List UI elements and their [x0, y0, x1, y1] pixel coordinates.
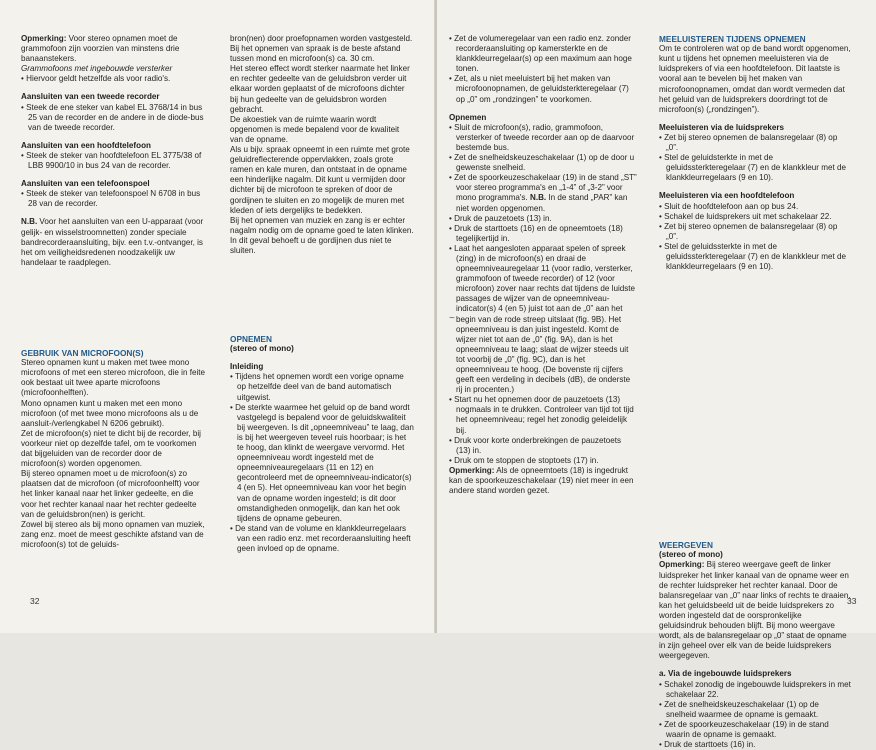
- left-col1-top: [21, 34, 209, 268]
- bullet-item: • Zet de snelheidskeuzeschakelaar (1) op de snelheid waarmee de opname is gemaakt.: [659, 700, 851, 720]
- paragraph: Opmerking: Bij stereo weergave geeft de linker luidspreker het linker kanaal van de opname weer en de rechter luidspreker het rechter kanaal. Door de balansregelaar van „0” naar links of rechts te draaien, kan het geluidsbeeld uit de beide luidsprekers zo worden ingesteld dat de oorspronkelijke geluidsindruk behouden blijft. Bij mono weergave wordt, als de balansregelaar op „0” staat de opname in zijn geheel over elk van de beide luidsprekers weergegeven.: [659, 560, 851, 661]
- bullet-item: • Zet, als u niet meeluistert bij het maken van microfoonopnamen, de geluidsterkteregelaar (7) op „0” om „rondzingen” te voorkomen.: [449, 74, 637, 104]
- section-heading: WEERGEVEN: [659, 540, 713, 551]
- paragraph: Mono opnamen kunt u maken met een mono microfoon (of met twee mono microfoons als u de aansluit-/verlengkabel N 6206 gebruikt).: [21, 398, 199, 428]
- right-col2: [659, 34, 851, 750]
- bullet-item: • Schakel zonodig de ingebouwde luidsprekers in met schakelaar 22.: [659, 680, 851, 700]
- subheading: Inleiding: [230, 362, 264, 372]
- bullet-item: • Druk de pauzetoets (13) in.: [449, 214, 637, 224]
- bullet-item: • Laat het aangesloten apparaat spelen of spreek (zing) in de microfoon(s) en draai de opneemniveauregelaar 11 (voor radio, versterker, grammofoon of tweede recorder) of 12 (voor microfoon) zover naar rechts dat tijdens de luidste passages de wijzer van de opneemniveau-indicator(s) 4 (en 5) juist tot aan de „0” aan het begin van de rode streep uitslaat (fig. 9B). Het opneemniveau is dan juist ingesteld. Komt de wijzer niet tot aan de „0” (fig. 9A), dan is het opneemniveau te laag; slaat de wijzer steeds uit tot voorbij de „0” (fig. 9C), dan is het opneemniveau te hoog. (De bovenste rij cijfers geeft een verdeling in decibels (dB), de onderste rij in procenten.): [449, 244, 637, 395]
- spacer: [449, 105, 637, 113]
- spacer: [21, 209, 209, 217]
- paragraph: Het stereo effect wordt sterker naarmate het linker en rechter gedeelte van de geluidsbron verder uit elkaar worden geplaatst of de microfoons dichter bij hun gedeelte van de geluidsbron worden gebracht.: [230, 64, 410, 114]
- spacer: [21, 84, 209, 92]
- paragraph: Bij het opnemen van spraak is de beste afstand tussen mond en microfoon(s) ca. 30 cm.: [230, 44, 401, 64]
- left-col1-bottom: [21, 348, 209, 550]
- bullet-item: • Steek de steker van hoofdtelefoon EL 3775/38 of LBB 9900/10 in bus 24 van de recorder.: [21, 151, 209, 171]
- section-heading: MEELUISTEREN TIJDENS OPNEMEN: [659, 34, 806, 44]
- spacer: [21, 133, 209, 141]
- section-heading: GEBRUIK VAN MICROFOON(S): [21, 348, 144, 358]
- subheading: Opnemen: [449, 112, 487, 122]
- page-left: [0, 0, 435, 633]
- bullet-item: • Steek de steker van telefoonspoel N 6708 in bus 28 van de recorder.: [21, 189, 209, 209]
- bullet-item: • Steek de ene steker van kabel EL 3768/14 in bus 25 van de recorder en de andere in de diode-bus van de tweede recorder.: [21, 103, 209, 133]
- paragraph: Bij het opnemen van muziek en zang is er echter nagalm nodig om de opname goed te laten klinken. In dit geval behoeft u de gordijnen dus niet te sluiten.: [230, 215, 414, 255]
- paragraph: Opmerking: Voor stereo opnamen moet de grammofoon zijn voorzien van minstens drie banaanstekers.: [21, 34, 180, 64]
- bullet-item: • De stand van de volume en klankkleurregelaars van een radio enz. met recorderaansluiting heeft geen invloed op de opname.: [230, 524, 414, 554]
- bullet-item: • Sluit de microfoon(s), radio, grammofoon, versterker of tweede recorder aan op de daarvoor bestemde bus.: [449, 123, 637, 153]
- bullet-item: • Druk om te stoppen de stoptoets (17) in.: [449, 456, 637, 466]
- section-heading: OPNEMEN: [230, 334, 272, 344]
- right-col1: [449, 34, 637, 496]
- subheading: a. Via de ingebouwde luidsprekers: [659, 669, 792, 679]
- page-number-left: 32: [30, 596, 40, 606]
- bullet-item: • Druk voor korte onderbrekingen de pauzetoets (13) in.: [449, 436, 637, 456]
- bullet-item: • Zet de spoorkeuzeschakelaar (19) in de stand waarin de opname is gemaakt.: [659, 720, 851, 740]
- bullet-item: • Zet bij stereo opnemen de balansregelaar (8) op „0”.: [659, 222, 851, 242]
- bullet-item: • Start nu het opnemen door de pauzetoets (13) nogmaals in te drukken. Controleer van tijd tot tijd het opneemniveau; regel het zonodig geleidelijk bij.: [449, 395, 637, 435]
- bullet-item: • Zet bij stereo opnemen de balansregelaar (8) op „0”.: [659, 133, 851, 153]
- paragraph: Opmerking: Als de opneemtoets (18) is ingedrukt kan de spoorkeuzeschakelaar (19) niet meer in een andere stand worden gezet.: [449, 465, 634, 496]
- spacer: [21, 171, 209, 179]
- left-col2-bottom: [230, 334, 414, 554]
- spacer: [659, 661, 851, 669]
- paragraph: Zowel bij stereo als bij mono opnamen van muziek, zang enz. moet de meest geschikte afstand van de microfoon(s) tot de geluids-: [21, 519, 205, 549]
- bullet-item: • Druk de starttoets (16) en de opneemtoets (18) tegelijkertijd in.: [449, 224, 637, 244]
- spacer: [659, 183, 851, 191]
- subheading: (stereo of mono): [230, 344, 294, 354]
- spacer: [659, 272, 851, 540]
- bullet-item: • Stel de geluidsterkte in met de geluidssterkteregelaar (7) en de klankkleur met de klankkleurregelaars (9 en 10).: [659, 153, 851, 183]
- subheading: Meeluisteren via de luidsprekers: [659, 122, 785, 132]
- bullet-item: • Druk de starttoets (16) in.: [659, 740, 851, 750]
- bullet-item: • Zet de snelheidskeuzeschakelaar (1) op de door u gewenste snelheid.: [449, 153, 637, 173]
- paragraph: De akoestiek van de ruimte waarin wordt opgenomen is mede bepalend voor de kwaliteit van de opname.: [230, 114, 400, 144]
- bullet-item: • Tijdens het opnemen wordt een vorige opname op hetzelfde deel van de band automatisch uitgewist.: [230, 372, 414, 402]
- subheading: Aansluiten van een tweede recorder: [21, 92, 160, 102]
- margin-flourish: ~: [449, 313, 455, 324]
- subheading: Aansluiten van een hoofdtelefoon: [21, 140, 151, 150]
- paragraph: Zet de microfoon(s) niet te dicht bij de recorder, bij voorkeur niet op dezelfde tafel, om te voorkomen dat bijgeluiden van de recorder door de microfoon(s) worden opgenomen.: [21, 428, 201, 469]
- subheading: Meeluisteren via een hoofdtelefoon: [659, 191, 795, 201]
- left-col2-top: [230, 34, 414, 256]
- spacer: [659, 115, 851, 123]
- bullet-item: • Schakel de luidsprekers uit met schakelaar 22.: [659, 212, 851, 222]
- subheading: Aansluiten van een telefoonspoel: [21, 179, 150, 189]
- bullet-item: • Sluit de hoofdtelefoon aan op bus 24.: [659, 202, 851, 212]
- paragraph: Als u bijv. spraak opneemt in een ruimte met grote geluidreflecterende oppervlakken, zoals grote ramen en kale muren, dan ontstaat in de opname een hinderlijke nagalm. Dit kunt u vermijden door dichter bij de microfoon te spreken of door de gordijnen te sluiten en zo mogelijk de muren met kleden of iets dergelijks te bedekken.: [230, 145, 410, 215]
- bullet-item: • De sterkte waarmee het geluid op de band wordt vastgelegd is bepalend voor de geluidskwaliteit bij weergeven. Is dit „opneemniveau” te laag, dan is bij het weergeven teveel ruis hoorbaar; is het te hoog, dan klinkt de weergave vervormd. Het opneemniveau wordt ingesteld met de opneemniveauregelaars (11 en 12) en gecontroleerd met de opneemniveau-indicator(s) 4 (en 5). Het opneemniveau kan voor het begin van de opname worden ingesteld; is dit door omstandigheden onmogelijk, dan kan het ook tijdens de opname gebeuren.: [230, 403, 414, 524]
- paragraph: bron(nen) door proefopnamen worden vastgesteld.: [230, 34, 413, 43]
- bullet-item: • Stel de geluidssterkte in met de geluidssterkteregelaar (7) en de klankkleur met de klankkleurregelaars (9 en 10).: [659, 242, 851, 272]
- paragraph: Stereo opnamen kunt u maken met twee mono microfoons of met een stereo microfoon, die in feite ook bestaat uit twee aparte microfoons (microfoonhelften).: [21, 358, 205, 398]
- page-right: [437, 0, 876, 750]
- paragraph: Bij stereo opnamen moet u de microfoon(s) zo plaatsen dat de microfoon (of microfoonhelft) voor het linker kanaal naar het linker gedeelte, en die voor het rechter kanaal naar het rechter gedeelte van de geluidsbron(nen) is gericht.: [21, 469, 200, 519]
- italic-line: Grammofoons met ingebouwde versterker: [21, 64, 173, 74]
- paragraph: N.B. Voor het aansluiten van een U-apparaat (voor gelijk- en wisselstroomnetten) zonder speciale bandrecorderaansluiting, bijv. een t.v.-ontvanger, is het om veiligheidsredenen noodzakelijk uw handelaar te raadplegen.: [21, 217, 204, 267]
- bullet-item: • Hiervoor geldt hetzelfde als voor radio's.: [21, 74, 209, 84]
- page-number-right: 33: [847, 596, 857, 606]
- paragraph: Om te controleren wat op de band wordt opgenomen, kunt u tijdens het opnemen meeluisteren via de luidsprekers of via een hoofdtelefoon. Dit laatste is vooral aan te bevelen bij het maken van microfoonopnamen, omdat dan wordt vermeden dat het geluid van de luidsprekers doordringt tot de microfoon(s) („rondzingen”).: [659, 44, 851, 114]
- spacer: [230, 354, 414, 362]
- subheading: (stereo of mono): [659, 550, 723, 560]
- bullet-item: • Zet de volumeregelaar van een radio enz. zonder recorderaansluiting op kamersterkte en de klankkleurregelaar(s) op een maximum aan hoge tonen.: [449, 34, 637, 74]
- bullet-item: • Zet de spoorkeuzeschakelaar (19) in de stand „ST” voor stereo programma's en „1-4” of „3-2” voor mono programma's. N.B. In de stand „PAR” kan niet worden opgenomen.: [449, 173, 637, 213]
